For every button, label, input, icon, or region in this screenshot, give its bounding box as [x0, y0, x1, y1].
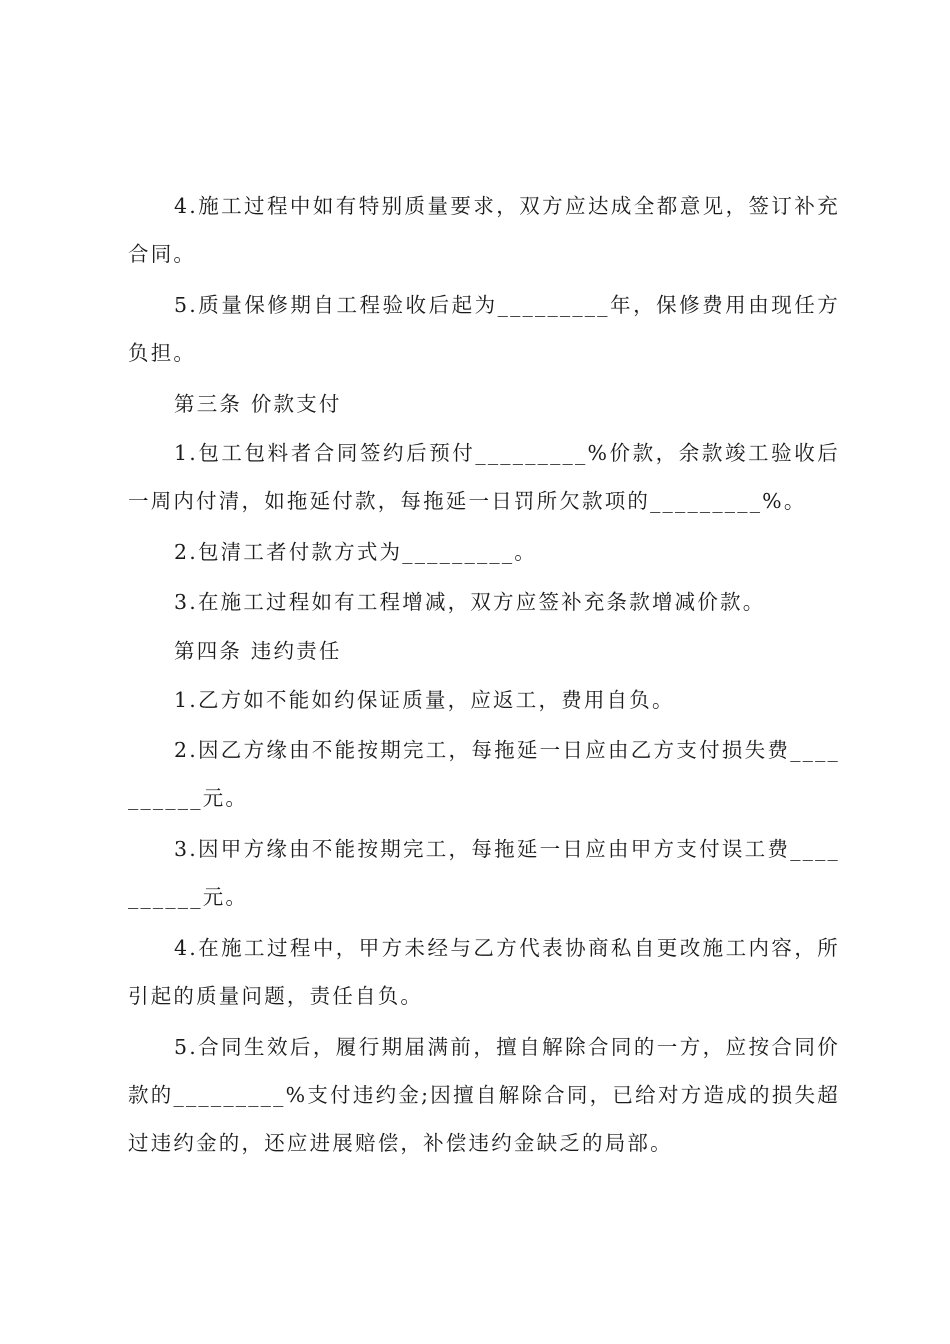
clause-3-item-1: 1.包工包料者合同签约后预付_________%价款，余款竣工验收后一周内付清，如拖延付款，每拖延一日罚所欠款项的_________%。 — [128, 441, 840, 513]
clause-4-item-3: 3.因甲方缘由不能按期完工，每拖延一日应由甲方支付误工费__________元。 — [128, 837, 840, 909]
article-3-heading: 第三条 价款支付 — [174, 392, 342, 416]
clause-4-item-1: 1.乙方如不能如约保证质量，应返工，费用自负。 — [174, 688, 675, 712]
clause-4-item-4: 4.在施工过程中，甲方未经与乙方代表协商私自更改施工内容，所引起的质量问题，责任自负。 — [128, 936, 840, 1008]
clause-2-item-5: 5.质量保修期自工程验收后起为_________年，保修费用由现任方负担。 — [128, 293, 840, 365]
clause-2-item-4: 4.施工过程中如有特别质量要求，双方应达成全都意见，签订补充合同。 — [128, 194, 840, 266]
clause-3-item-2: 2.包清工者付款方式为_________。 — [174, 540, 538, 564]
clause-4-item-5: 5.合同生效后，履行期届满前，擅自解除合同的一方，应按合同价款的_________%支付违约金;因擅自解除合同，已给对方造成的损失超过违约金的，还应进展赔偿，补偿违约金缺乏的局部。 — [128, 1035, 840, 1155]
clause-3-item-3: 3.在施工过程如有工程增减，双方应签补充条款增减价款。 — [174, 590, 766, 614]
clause-4-item-2: 2.因乙方缘由不能按期完工，每拖延一日应由乙方支付损失费__________元。 — [128, 738, 840, 810]
article-4-heading: 第四条 违约责任 — [174, 639, 342, 663]
